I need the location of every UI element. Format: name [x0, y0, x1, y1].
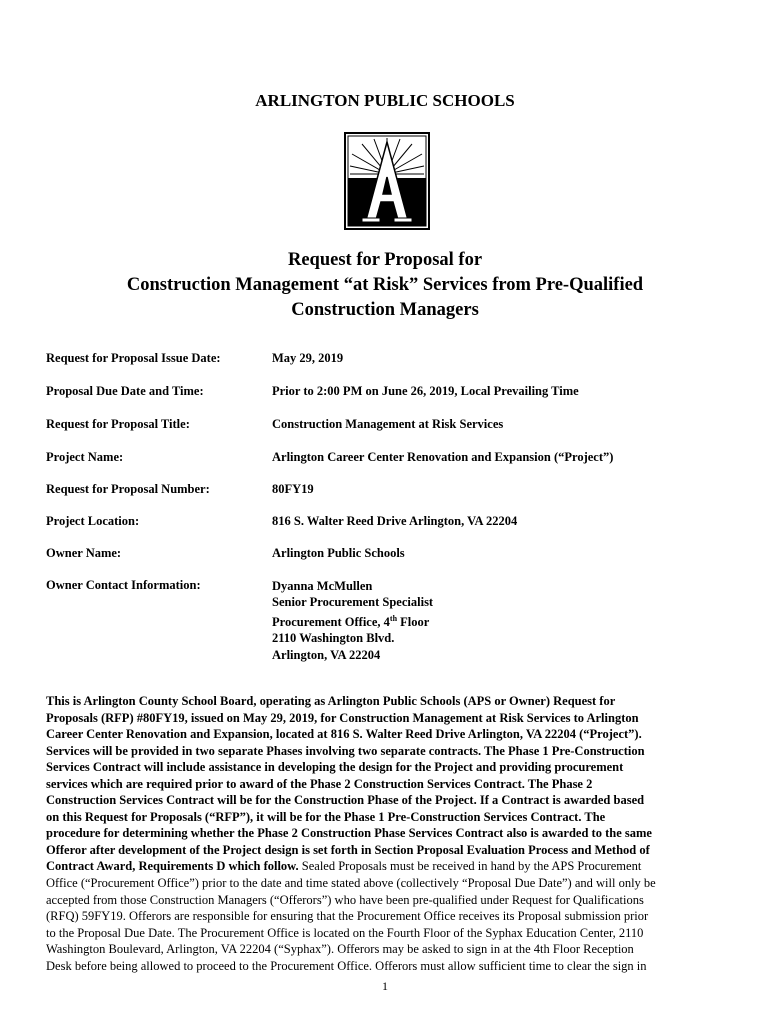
- contact-office-suffix: Floor: [397, 614, 430, 629]
- rfp-title-line: Construction Management “at Risk” Services from Pre-Qualified: [126, 275, 644, 295]
- paragraph-line-mixed: [46, 858, 730, 875]
- paragraph-line: accepted from those Construction Managers (“Offerors”) who have been pre-qualified under Request for Qualifications: [46, 892, 644, 907]
- owner-contact-block: [272, 578, 433, 663]
- paragraph-line: on this Request for Proposals (“RFP”), it will be for the Phase 1 Pre-Construction Services Contract. The: [46, 809, 606, 824]
- paragraph-line: Office (“Procurement Office”) prior to the date and time stated above (collectively “Proposal Due Date”) and will only be: [46, 876, 656, 891]
- info-label: Project Location:: [46, 514, 140, 528]
- info-label: Owner Name:: [46, 546, 122, 560]
- info-value: Construction Management at Risk Services: [272, 417, 504, 431]
- paragraph-normal-fragment: Sealed Proposals must be received in hand by the APS Procurement: [298, 859, 642, 874]
- intro-paragraph: [46, 693, 730, 974]
- info-value: May 29, 2019: [272, 351, 344, 365]
- info-label: Request for Proposal Number:: [46, 482, 210, 496]
- contact-title: Senior Procurement Specialist: [272, 595, 434, 610]
- contact-city: Arlington, VA 22204: [272, 647, 381, 662]
- organization-heading: ARLINGTON PUBLIC SCHOOLS: [255, 91, 515, 110]
- info-value: Prior to 2:00 PM on June 26, 2019, Local Prevailing Time: [272, 384, 579, 398]
- info-value: Arlington Public Schools: [272, 546, 405, 560]
- info-label: Request for Proposal Issue Date:: [46, 351, 221, 365]
- paragraph-line: services which are required prior to award of the Phase 2 Construction Services Contract. The Phase 2: [46, 776, 593, 791]
- paragraph-line: (RFQ) 59FY19. Offerors are responsible for ensuring that the Procurement Office receives its Proposal submission prior: [46, 909, 649, 924]
- contact-street: 2110 Washington Blvd.: [272, 631, 395, 646]
- paragraph-line: This is Arlington County School Board, operating as Arlington Public Schools (APS or Owner) Request for: [46, 694, 616, 708]
- paragraph-bold-fragment: Contract Award, Requirements D which follow.: [46, 859, 299, 874]
- paragraph-line: Construction Services Contract will be for the Construction Phase of the Project. If a Contract is awarded based: [46, 793, 645, 808]
- paragraph-line: to the Proposal Due Date. The Procurement Office is located on the Fourth Floor of the Syphax Education Center, 2110: [46, 925, 644, 940]
- page-number: 1: [382, 979, 388, 993]
- paragraph-line: Proposals (RFP) #80FY19, issued on May 29, 2019, for Construction Management at Risk Services to Arlington: [46, 710, 639, 725]
- arlington-a-logo-icon: [344, 132, 430, 230]
- info-label: Request for Proposal Title:: [46, 417, 190, 431]
- contact-name: Dyanna McMullen: [272, 579, 373, 593]
- paragraph-line: Offeror after development of the Project design is set forth in Section Proposal Evaluation Process and Method of: [46, 842, 650, 857]
- info-label: Project Name:: [46, 450, 124, 464]
- info-value: 816 S. Walter Reed Drive Arlington, VA 22204: [272, 514, 518, 528]
- rfp-title: [0, 248, 770, 323]
- paragraph-line: Washington Boulevard, Arlington, VA 22204 (“Syphax”). Offerors may be asked to sign in at the 4th Floor Reception: [46, 942, 634, 957]
- info-value: 80FY19: [272, 482, 314, 496]
- info-label: Owner Contact Information:: [46, 578, 201, 592]
- paragraph-line: Career Center Renovation and Expansion, located at 816 S. Walter Reed Drive Arlington, VA 22204 (“Project”).: [46, 727, 642, 742]
- contact-office-sup: th: [389, 613, 398, 623]
- info-label: Proposal Due Date and Time:: [46, 384, 204, 398]
- rfp-title-line: Request for Proposal for: [287, 250, 483, 270]
- rfp-title-line: Construction Managers: [291, 300, 479, 320]
- paragraph-line: Services will be provided in two separate Phases involving two separate contracts. The Phase 1 Pre-Construction: [46, 743, 645, 758]
- paragraph-line: Desk before being allowed to proceed to the Procurement Office. Offerors must allow sufficient time to clear the sign in: [46, 958, 647, 973]
- paragraph-line: Services Contract will include assistance in developing the design for the Project and providing procurement: [46, 760, 624, 775]
- paragraph-line: procedure for determining whether the Phase 2 Construction Phase Services Contract also is awarded to the same: [46, 826, 652, 841]
- contact-office-prefix: Procurement Office, 4: [272, 614, 390, 629]
- info-value: Arlington Career Center Renovation and Expansion (“Project”): [272, 450, 614, 464]
- contact-office: [272, 611, 433, 631]
